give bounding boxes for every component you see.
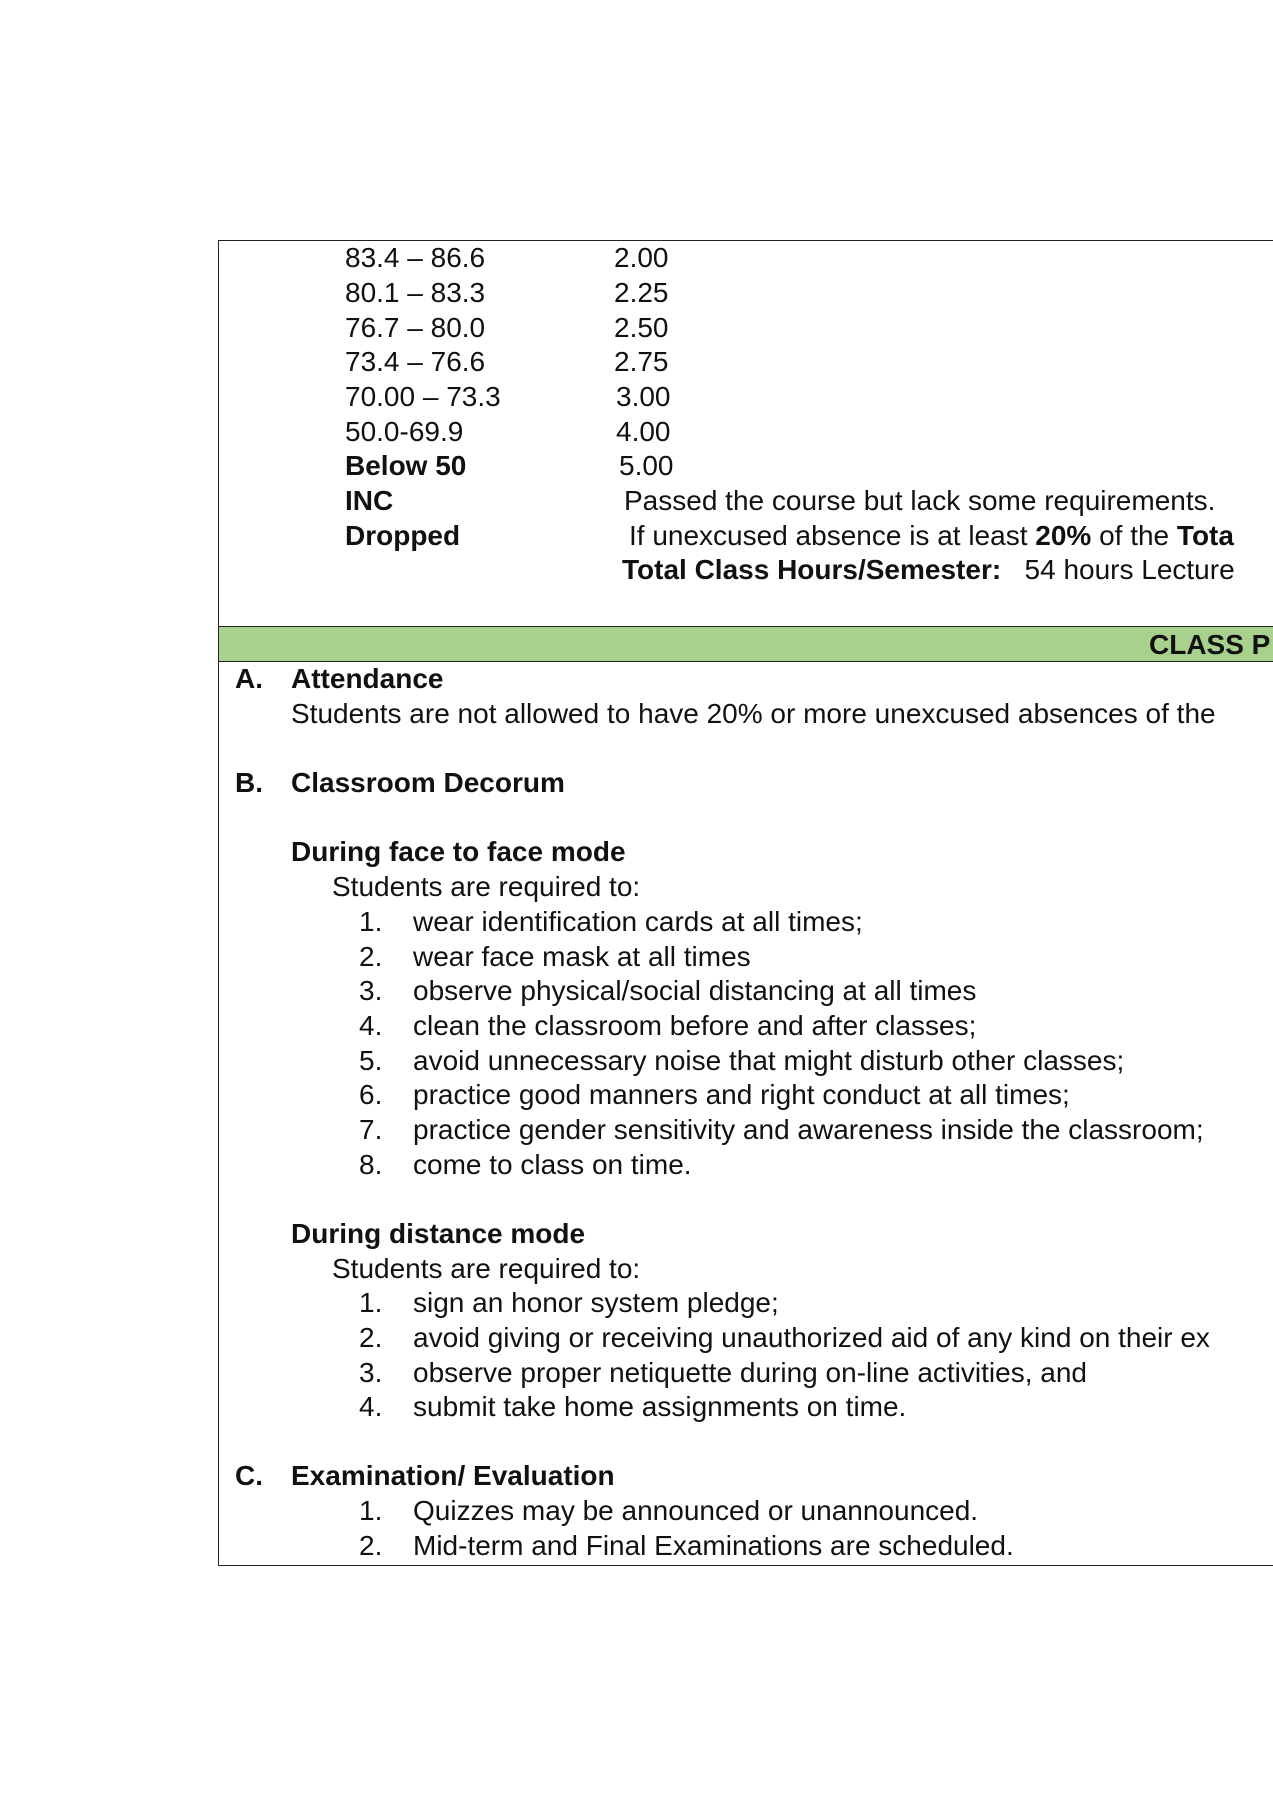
list-item: avoid giving or receiving unauthorized aid of any kind on their ex bbox=[413, 1322, 1210, 1353]
grade-range: 80.1 – 83.3 bbox=[345, 277, 486, 308]
grade-value: 3.00 bbox=[616, 381, 671, 412]
list-item: clean the classroom before and after classes; bbox=[413, 1010, 977, 1041]
dropped-description: If unexcused absence is at least 20% of the Tota bbox=[629, 520, 1234, 551]
list-number: 1. bbox=[359, 906, 383, 937]
list-number: 3. bbox=[359, 975, 383, 1006]
grade-range: 83.4 – 86.6 bbox=[345, 242, 486, 273]
band-title: CLASS P bbox=[1149, 629, 1271, 660]
grade-range: 76.7 – 80.0 bbox=[345, 312, 486, 343]
attendance-title: Attendance bbox=[291, 663, 444, 694]
list-number: 1. bbox=[359, 1495, 383, 1526]
list-item: practice gender sensitivity and awareness inside the classroom; bbox=[413, 1114, 1204, 1145]
list-item: come to class on time. bbox=[413, 1149, 692, 1180]
list-number: 8. bbox=[359, 1149, 383, 1180]
section-letter: C. bbox=[235, 1460, 263, 1491]
grade-range: 70.00 – 73.3 bbox=[345, 381, 501, 412]
list-number: 3. bbox=[359, 1357, 383, 1388]
list-number: 4. bbox=[359, 1010, 383, 1041]
list-item: submit take home assignments on time. bbox=[413, 1391, 907, 1422]
distance-intro: Students are required to: bbox=[332, 1253, 641, 1284]
list-item: sign an honor system pledge; bbox=[413, 1287, 779, 1318]
section-letter: B. bbox=[235, 767, 263, 798]
grade-range: 50.0-69.9 bbox=[345, 416, 464, 447]
f2f-intro: Students are required to: bbox=[332, 871, 641, 902]
list-item: observe physical/social distancing at all times bbox=[413, 975, 977, 1006]
list-number: 2. bbox=[359, 1530, 383, 1561]
list-number: 2. bbox=[359, 941, 383, 972]
grade-value: 4.00 bbox=[616, 416, 671, 447]
attendance-text: Students are not allowed to have 20% or more unexcused absences of the bbox=[291, 698, 1216, 729]
dropped-label: Dropped bbox=[345, 520, 461, 551]
distance-title: During distance mode bbox=[291, 1218, 586, 1249]
list-number: 4. bbox=[359, 1391, 383, 1422]
grade-range: Below 50 bbox=[345, 450, 467, 481]
grade-range: 73.4 – 76.6 bbox=[345, 346, 486, 377]
list-number: 5. bbox=[359, 1045, 383, 1076]
f2f-title: During face to face mode bbox=[291, 836, 626, 867]
list-item: observe proper netiquette during on-line activities, and bbox=[413, 1357, 1087, 1388]
inc-label: INC bbox=[345, 485, 394, 516]
list-item: avoid unnecessary noise that might disturb other classes; bbox=[413, 1045, 1125, 1076]
inc-description: Passed the course but lack some requirements. bbox=[624, 485, 1216, 516]
list-item: practice good manners and right conduct at all times; bbox=[413, 1079, 1070, 1110]
list-item: Mid-term and Final Examinations are scheduled. bbox=[413, 1530, 1014, 1561]
class-policies-header bbox=[219, 626, 1273, 662]
list-item: wear face mask at all times bbox=[413, 941, 751, 972]
list-number: 2. bbox=[359, 1322, 383, 1353]
grade-value: 2.50 bbox=[614, 312, 669, 343]
list-number: 6. bbox=[359, 1079, 383, 1110]
list-item: wear identification cards at all times; bbox=[413, 906, 863, 937]
grade-value: 2.75 bbox=[614, 346, 669, 377]
syllabus-page-box bbox=[218, 240, 1273, 1566]
list-number: 1. bbox=[359, 1287, 383, 1318]
grade-value: 2.25 bbox=[614, 277, 669, 308]
section-letter: A. bbox=[235, 663, 263, 694]
total-class-hours: Total Class Hours/Semester: 54 hours Lecture bbox=[622, 554, 1235, 585]
decorum-title: Classroom Decorum bbox=[291, 767, 565, 798]
list-item: Quizzes may be announced or unannounced. bbox=[413, 1495, 979, 1526]
grade-value: 5.00 bbox=[619, 450, 674, 481]
grade-value: 2.00 bbox=[614, 242, 669, 273]
list-number: 7. bbox=[359, 1114, 383, 1145]
exam-title: Examination/ Evaluation bbox=[291, 1460, 615, 1491]
